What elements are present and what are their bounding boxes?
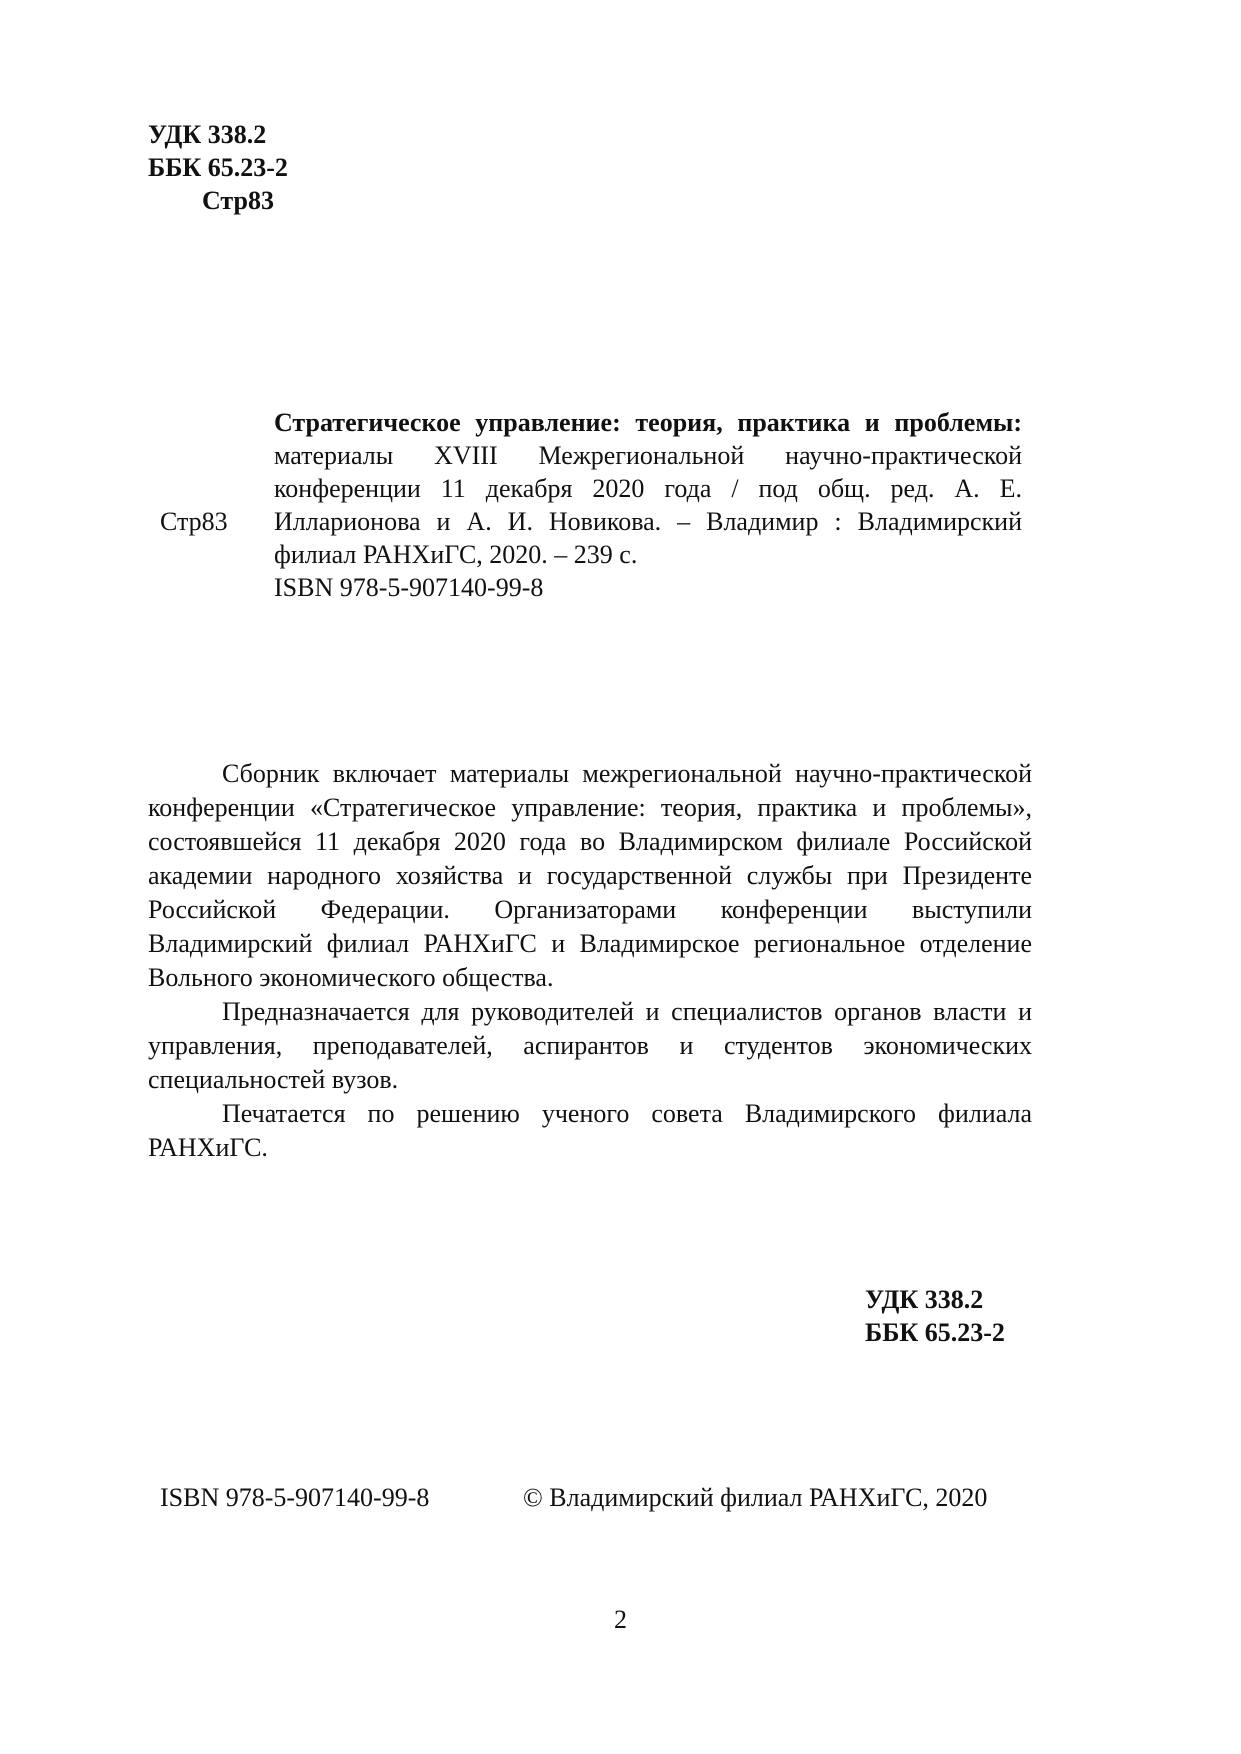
biblio-line: Илларионова и А. И. Новикова. – Владимир : Владимирский: [274, 507, 1022, 536]
biblio-line: материалы XVIII Межрегиональной научно-практической: [274, 441, 1022, 470]
copyright: © Владимирский филиал РАНХиГС, 2020: [523, 1483, 988, 1512]
classification-codes-bottom: [865, 1283, 1005, 1349]
classification-codes-top: [148, 118, 288, 217]
bibliographic-record: [274, 406, 1022, 604]
udk-code: УДК 338.2: [148, 120, 267, 149]
biblio-isbn: ISBN 978-5-907140-99-8: [274, 573, 544, 602]
bbk-code: ББК 65.23-2: [148, 153, 288, 182]
abstract-paragraph: Предназначается для руководителей и специалистов органов власти и управления, преподавателей, аспирантов и студентов экономических специальностей вузов.: [148, 997, 1032, 1094]
biblio-author-mark: Стр83: [160, 507, 228, 536]
biblio-title-line: Стратегическое управление: теория, практика и проблемы:: [274, 408, 1022, 437]
biblio-line: конференции 11 декабря 2020 года / под общ. ред. А. Е.: [274, 474, 1022, 503]
isbn: ISBN 978-5-907140-99-8: [160, 1483, 430, 1512]
page-number: 2: [614, 1605, 627, 1634]
abstract-paragraph: Сборник включает материалы межрегиональной научно-практической конференции «Стратегическое управление: теория, практика и проблемы», состоявшейся 11 декабря 2020 года во Владимирском филиале Российской академии народного хозяйства и государственной службы при Президенте Российской Федерации. Организаторами конференции выступили Владимирский филиал РАНХиГС и Владимирское региональное отделение Вольного экономического общества.: [148, 759, 1032, 992]
bbk-code: ББК 65.23-2: [865, 1318, 1005, 1347]
abstract: [148, 757, 1032, 1165]
abstract-paragraph: Печатается по решению ученого совета Владимирского филиала РАНХиГС.: [148, 1099, 1032, 1162]
author-mark: Стр83: [202, 186, 274, 215]
biblio-line: филиал РАНХиГС, 2020. – 239 с.: [274, 540, 638, 569]
udk-code: УДК 338.2: [865, 1285, 984, 1314]
